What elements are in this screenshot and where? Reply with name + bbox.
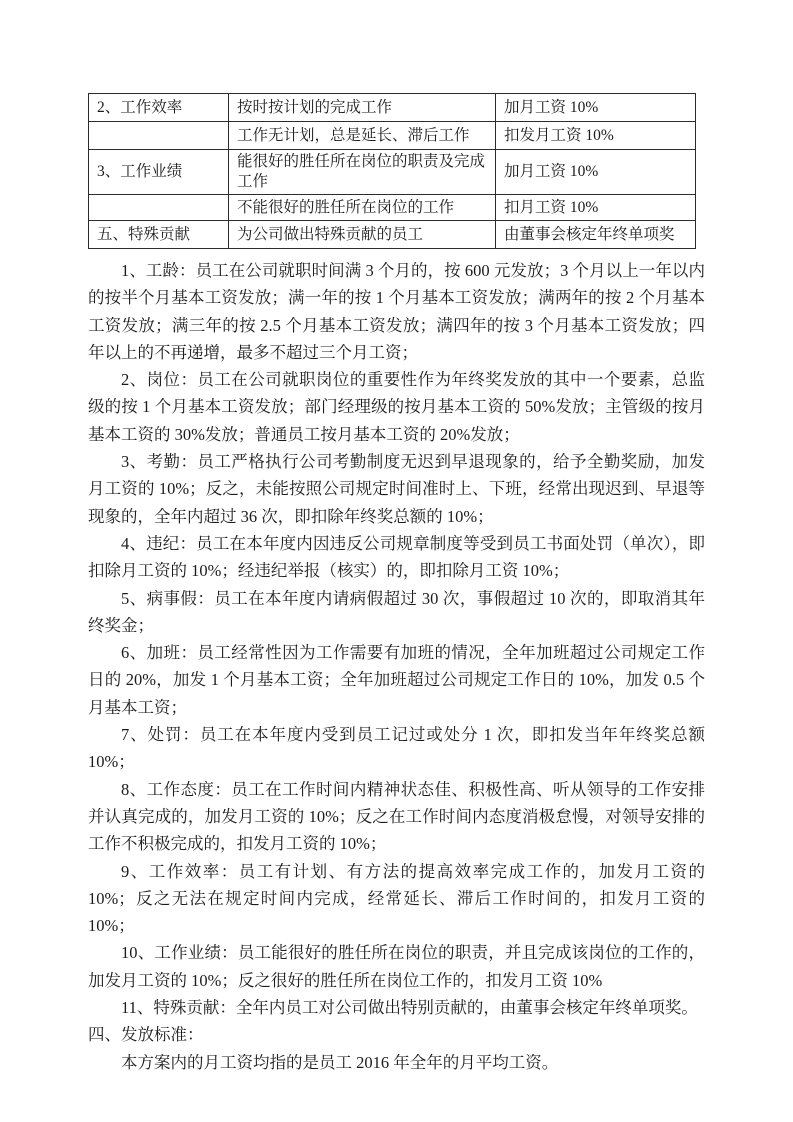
table-cell-reward: 加月工资 10% [496, 150, 696, 195]
paragraph-discipline: 4、违纪：员工在本年度内因违反公司规章制度等受到员工书面处罚（单次），即扣除月工资的 10%；经违纪举报（核实）的，即扣除月工资 10%； [88, 533, 705, 581]
paragraph-work-performance: 10、工作业绩：员工能很好的胜任所在岗位的职责，并且完成该岗位的工作的，加发月工资的 10%；反之很好的胜任所在岗位工作的，扣发月工资 10% [88, 943, 705, 990]
paragraph-overtime: 6、加班：员工经常性因为工作需要有加班的情况，全年加班超过公司规定工作日的 20%，加发 1 个月基本工资；全年加班超过公司规定工作日的 10%，加发 0.5 个月基本工资； [88, 643, 705, 717]
paragraph-sick-leave: 5、病事假：员工在本年度内请病假超过 30 次，事假超过 10 次的，即取消其年终奖金； [88, 588, 705, 635]
table-row [89, 195, 696, 221]
table-cell-category: 五、特殊贡献 [89, 221, 229, 249]
table-cell-criteria: 为公司做出特殊贡献的员工 [229, 221, 496, 249]
paragraph-work-efficiency: 9、工作效率：员工有计划、有方法的提高效率完成工作的，加发月工资的 10%；反之无法在规定时间内完成，经常延长、滞后工作时间的，扣发月工资的 10%； [88, 861, 705, 936]
table-row [89, 221, 696, 249]
table-cell-reward: 扣发月工资 10% [496, 122, 696, 150]
table-row [89, 122, 696, 150]
table-cell-criteria: 不能很好的胜任所在岗位的工作 [229, 195, 496, 221]
paragraph-punishment: 7、处罚：员工在本年度内受到员工记过或处分 1 次，即扣发当年年终奖总额 10%； [88, 725, 705, 772]
paragraph-work-attitude: 8、工作态度：员工在工作时间内精神状态佳、积极性高、听从领导的工作安排并认真完成的，加发月工资的 10%；反之在工作时间内态度消极怠慢，对领导安排的工作不积极完成的，扣发月工资的 10%； [88, 779, 705, 854]
table-row [89, 150, 696, 195]
table-cell-category: 3、工作业绩 [89, 150, 229, 195]
table-cell-category [89, 195, 229, 221]
table-row [89, 94, 696, 122]
table-cell-reward: 扣月工资 10% [496, 195, 696, 221]
paragraph-position: 2、岗位：员工在公司就职岗位的重要性作为年终奖发放的其中一个要素，总监级的按 1 个月基本工资发放；部门经理级的按月基本工资的 50%发放；主管级的按月基本工资的 30%发放；普通员工按月基本工资的 20%发放； [88, 370, 705, 444]
table-cell-category: 2、工作效率 [89, 94, 229, 122]
table-cell-reward: 由董事会核定年终单项奖 [496, 221, 696, 249]
table-cell-reward: 加月工资 10% [496, 94, 696, 122]
paragraph-seniority: 1、工龄：员工在公司就职时间满 3 个月的，按 600 元发放；3 个月以上一年以内的按半个月基本工资发放；满一年的按 1 个月基本工资发放；满两年的按 2 个月基本工资发放；满三年的按 2.5 个月基本工资发放；满四年的按 3 个月基本工资发放；四年以上的不再递增，最多不超过三个月工资； [88, 261, 706, 362]
paragraph-attendance: 3、考勤：员工严格执行公司考勤制度无迟到早退现象的，给予全勤奖励，加发月工资的 10%；反之，未能按照公司规定时间准时上、下班，经常出现迟到、早退等现象的，全年内超过 36 次，即扣除年终奖总额的 10%； [88, 452, 705, 526]
table-cell-category [89, 122, 229, 150]
paragraph-special-contribution: 11、特殊贡献：全年内员工对公司做出特别贡献的，由董事会核定年终单项奖。 [121, 998, 698, 1018]
year-end-bonus-table [88, 93, 696, 249]
document-body [88, 257, 705, 1076]
table-cell-criteria: 能很好的胜任所在岗位的职责及完成工作 [229, 150, 496, 195]
table-cell-criteria: 工作无计划，总是延长、滞后工作 [229, 122, 496, 150]
paragraph-salary-definition: 本方案内的月工资均指的是员工 2016 年全年的月平均工资。 [121, 1052, 559, 1072]
table-cell-criteria: 按时按计划的完成工作 [229, 94, 496, 122]
section-heading-distribution-standard: 四、发放标准： [88, 1025, 204, 1045]
